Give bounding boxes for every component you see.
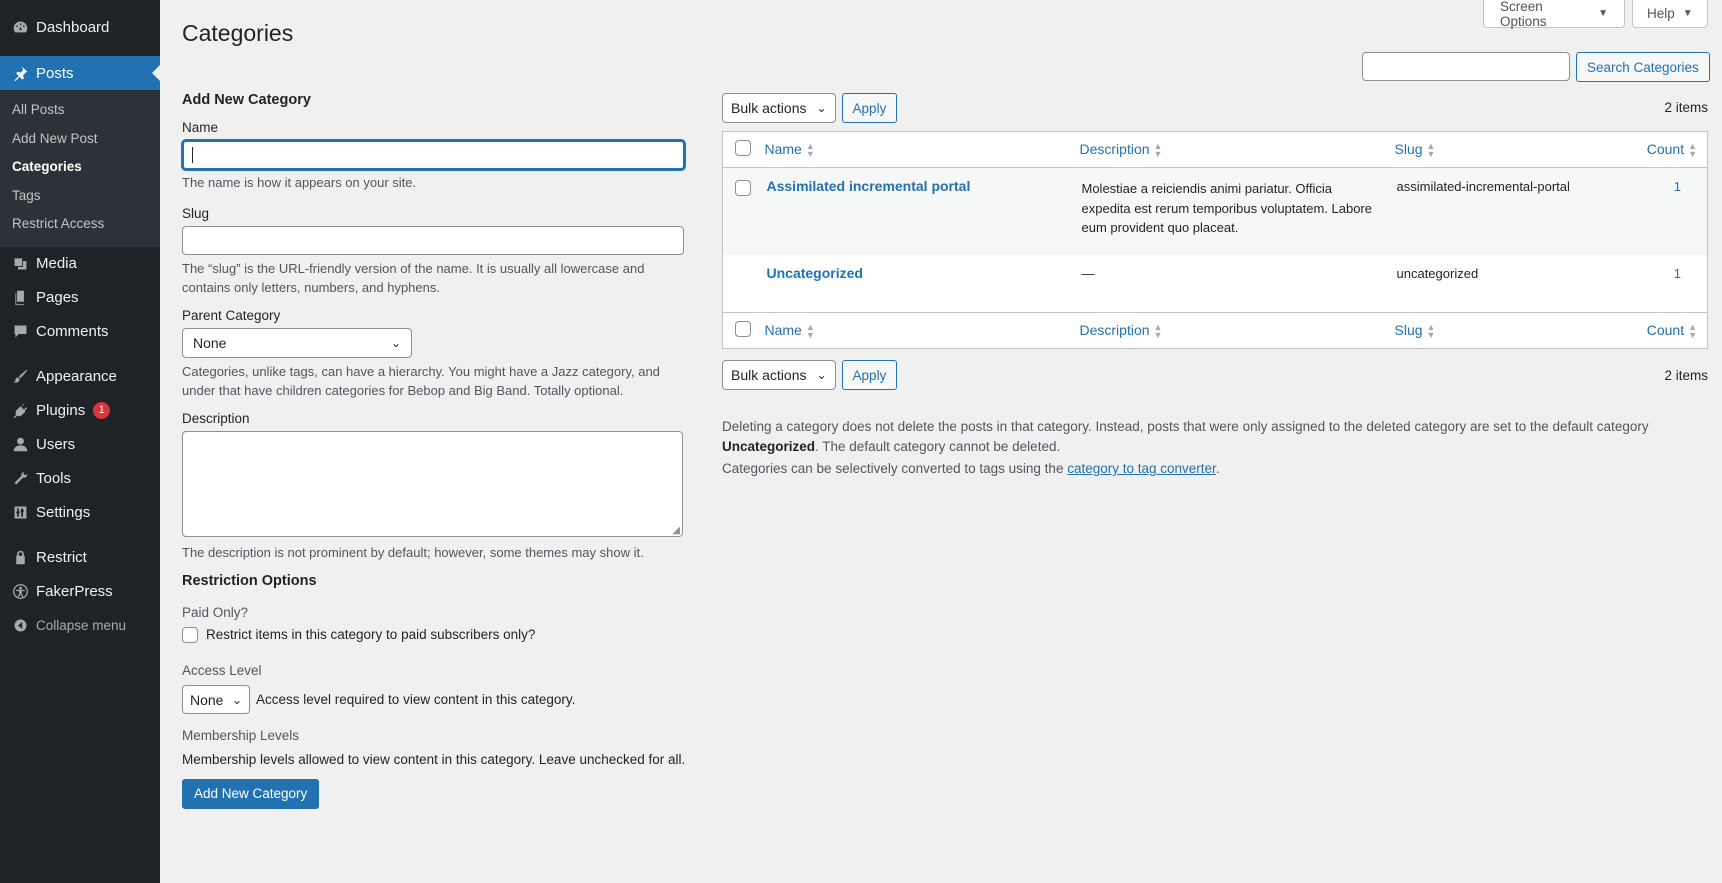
paid-only-label: Paid Only?	[182, 605, 249, 620]
menu-fakerpress-label: FakerPress	[36, 583, 113, 600]
items-count-bottom: 2 items	[1664, 368, 1708, 383]
menu-posts-label: Posts	[36, 64, 74, 82]
page-title: Categories	[182, 20, 294, 46]
converter-note-end: .	[1215, 461, 1220, 476]
menu-restrict[interactable]	[0, 541, 160, 575]
menu-tools-label: Tools	[36, 470, 72, 487]
parent-category-help: Categories, unlike tags, can have a hierarchy. You might have a Jazz category, and under that have children categories for Bebop and Big Band. Totally optional.	[182, 363, 660, 398]
help-label: Help	[1647, 6, 1675, 21]
text-cursor	[192, 147, 193, 163]
table-row	[723, 168, 1708, 255]
screen-options-button[interactable]	[1483, 0, 1625, 28]
access-level-help: Access level required to view content in this category.	[256, 692, 576, 707]
users-icon	[10, 435, 30, 455]
name-label: Name	[182, 120, 219, 135]
bulk-actions-select[interactable]	[722, 93, 836, 123]
sort-arrows-icon: ▲ ▼	[805, 322, 815, 341]
table-header-row	[723, 132, 1708, 168]
column-name-label: Name	[764, 140, 802, 157]
menu-users-label: Users	[36, 436, 76, 453]
row-name-cell	[765, 255, 1080, 313]
menu-comments[interactable]	[0, 315, 160, 349]
collapse-arrow-icon	[10, 616, 30, 636]
fakerpress-icon	[10, 582, 30, 602]
dashboard-icon	[10, 17, 30, 37]
delete-note	[722, 417, 1708, 456]
footer-column-description[interactable]	[1080, 313, 1395, 349]
plugins-update-badge: 1	[93, 402, 110, 419]
menu-plugins-label: Plugins	[36, 402, 86, 419]
footer-column-name[interactable]	[765, 313, 1080, 349]
row-description-cell: —	[1081, 265, 1095, 281]
select-all-checkbox[interactable]	[735, 140, 751, 156]
paintbrush-icon	[10, 367, 30, 387]
menu-pages[interactable]	[0, 281, 160, 315]
paid-only-checkbox[interactable]	[182, 627, 198, 643]
menu-settings[interactable]	[0, 496, 160, 530]
resize-handle-icon[interactable]: ◢	[672, 524, 680, 536]
settings-icon	[10, 503, 30, 523]
menu-pages-label: Pages	[36, 289, 79, 306]
footer-column-description-label: Description	[1079, 321, 1150, 338]
categories-table	[722, 131, 1708, 349]
screen-options-label: Screen Options	[1500, 0, 1547, 29]
select-all-cell	[723, 132, 765, 168]
sort-arrows-icon: ▲ ▼	[805, 141, 815, 160]
menu-dashboard[interactable]	[0, 10, 160, 44]
parent-category-value: None	[193, 334, 227, 351]
posts-submenu	[0, 90, 160, 247]
paid-only-checkbox-label: Restrict items in this category to paid subscribers only?	[206, 627, 536, 642]
pages-icon	[10, 288, 30, 308]
caret-down-icon: ▼	[1682, 8, 1693, 19]
delete-note-default: Uncategorized	[722, 438, 816, 454]
name-help: The name is how it appears on your site.	[182, 175, 417, 190]
parent-category-select[interactable]	[182, 328, 412, 358]
form-heading: Add New Category	[182, 92, 311, 108]
row-slug-cell: uncategorized	[1396, 265, 1479, 281]
row-name-link[interactable]: Assimilated incremental portal	[766, 178, 971, 194]
sort-arrows-icon: ▲ ▼	[1688, 141, 1697, 160]
menu-dashboard-label: Dashboard	[36, 18, 110, 36]
access-level-label: Access Level	[182, 662, 262, 678]
menu-appearance[interactable]	[0, 360, 160, 394]
footer-column-slug[interactable]	[1395, 313, 1635, 349]
sort-arrows-icon: ▲ ▼	[1153, 141, 1163, 160]
bottom-tablenav	[722, 360, 897, 390]
description-label: Description	[182, 410, 250, 426]
slug-label: Slug	[182, 205, 210, 221]
top-tablenav	[722, 93, 897, 123]
collapse-menu-label: Collapse menu	[36, 618, 127, 633]
footer-column-count[interactable]	[1635, 313, 1708, 349]
converter-note-text: Categories can be selectively converted to tags using the	[722, 461, 1064, 476]
add-new-category-button[interactable]: Add New Category	[182, 779, 319, 809]
converter-note	[722, 461, 1220, 476]
name-field[interactable]	[182, 140, 685, 170]
comments-icon	[10, 322, 30, 342]
membership-levels-label: Membership Levels	[182, 728, 300, 743]
column-description-label: Description	[1079, 140, 1150, 157]
description-help: The description is not prominent by default; however, some themes may show it.	[182, 544, 644, 560]
row-count-link[interactable]: 1	[1673, 179, 1681, 194]
menu-comments-label: Comments	[36, 323, 109, 340]
chevron-down-icon: ⌄	[390, 335, 401, 350]
menu-posts[interactable]	[0, 56, 160, 90]
plugin-icon	[10, 401, 30, 421]
menu-restrict-label: Restrict	[36, 549, 87, 566]
select-all-footer-checkbox[interactable]	[735, 321, 751, 337]
row-name-link[interactable]: Uncategorized	[766, 264, 863, 281]
footer-column-slug-label: Slug	[1394, 321, 1423, 338]
submenu-tags[interactable]: Tags	[12, 187, 41, 203]
menu-media-label: Media	[36, 255, 77, 272]
slug-help: The “slug” is the URL-friendly version of the name. It is usually all lowercase and contains only letters, numbers, and hyphens.	[182, 260, 645, 295]
menu-media[interactable]	[0, 247, 160, 281]
chevron-down-icon: ⌄	[231, 692, 242, 707]
select-all-footer-cell	[723, 313, 765, 349]
menu-tools[interactable]	[0, 462, 160, 496]
column-count-label: Count	[1646, 140, 1685, 157]
bulk-actions-select-bottom[interactable]	[722, 360, 836, 390]
column-name[interactable]	[765, 132, 1080, 168]
row-count-link[interactable]: 1	[1673, 265, 1681, 281]
membership-levels-help: Membership levels allowed to view content in this category. Leave unchecked for all.	[182, 751, 686, 767]
footer-column-name-label: Name	[764, 321, 802, 338]
row-name-cell	[765, 168, 1080, 255]
menu-plugins[interactable]	[0, 394, 160, 428]
collapse-menu-button[interactable]	[0, 609, 160, 643]
bulk-actions-label: Bulk actions	[731, 367, 807, 383]
apply-button[interactable]: Apply	[842, 93, 898, 123]
search-categories-button[interactable]: Search Categories	[1576, 52, 1710, 82]
submenu-restrict-access[interactable]: Restrict Access	[12, 216, 105, 231]
categories-table-wrap	[722, 131, 1708, 349]
column-slug[interactable]	[1395, 132, 1635, 168]
sort-arrows-icon: ▲ ▼	[1688, 322, 1697, 341]
row-slug-cell: assimilated-incremental-portal	[1396, 179, 1570, 194]
help-button[interactable]	[1632, 0, 1708, 28]
access-level-select[interactable]	[182, 685, 250, 714]
category-to-tag-converter-link[interactable]: category to tag converter	[1067, 461, 1216, 476]
admin-sidebar	[0, 0, 160, 883]
menu-appearance-label: Appearance	[36, 368, 117, 385]
wrench-icon	[10, 469, 30, 489]
delete-note-text: Deleting a category does not delete the posts in that category. Instead, posts that were only assigned to the deleted category are set to the default category	[722, 419, 1649, 434]
menu-fakerpress[interactable]	[0, 575, 160, 609]
row-checkbox-cell	[723, 168, 765, 255]
lock-icon	[10, 548, 30, 568]
column-slug-label: Slug	[1394, 140, 1423, 157]
menu-settings-label: Settings	[36, 504, 91, 521]
row-description-cell: Molestiae a reiciendis animi pariatur. Officia expedita est rerum temporibus voluptatem. Labore eum provident quo placeat.	[1081, 181, 1372, 235]
sort-arrows-icon: ▲ ▼	[1426, 141, 1436, 160]
chevron-down-icon: ⌄	[816, 368, 827, 382]
chevron-down-icon: ⌄	[816, 101, 827, 115]
pushpin-icon	[10, 63, 30, 83]
search-categories-input[interactable]	[1362, 52, 1570, 81]
paid-only-row	[182, 627, 692, 643]
caret-down-icon: ▼	[1598, 8, 1608, 19]
delete-note-text-end: . The default category cannot be deleted.	[815, 438, 1061, 454]
parent-category-label: Parent Category	[182, 307, 281, 323]
submenu-add-new-post[interactable]: Add New Post	[12, 130, 98, 146]
row-checkbox-cell	[723, 255, 765, 313]
column-count[interactable]	[1635, 132, 1708, 168]
media-icon	[10, 254, 30, 274]
restriction-options-heading: Restriction Options	[182, 573, 317, 589]
column-description[interactable]	[1080, 132, 1395, 168]
menu-users[interactable]	[0, 428, 160, 462]
sort-arrows-icon: ▲ ▼	[1153, 322, 1163, 341]
description-textarea[interactable]	[182, 431, 683, 537]
sort-arrows-icon: ▲ ▼	[1426, 322, 1436, 341]
access-level-value: None	[190, 691, 224, 708]
table-row	[723, 255, 1708, 313]
items-count: 2 items	[1664, 100, 1708, 115]
bulk-actions-label: Bulk actions	[731, 100, 807, 116]
submenu-all-posts[interactable]: All Posts	[12, 102, 65, 117]
table-footer-row	[723, 313, 1708, 349]
slug-field[interactable]	[182, 226, 684, 255]
access-level-row	[182, 685, 692, 714]
add-category-form	[182, 92, 692, 809]
apply-button-bottom[interactable]: Apply	[842, 360, 898, 390]
submenu-categories[interactable]: Categories	[12, 159, 82, 174]
footer-column-count-label: Count	[1646, 321, 1685, 338]
row-checkbox[interactable]	[735, 180, 751, 196]
